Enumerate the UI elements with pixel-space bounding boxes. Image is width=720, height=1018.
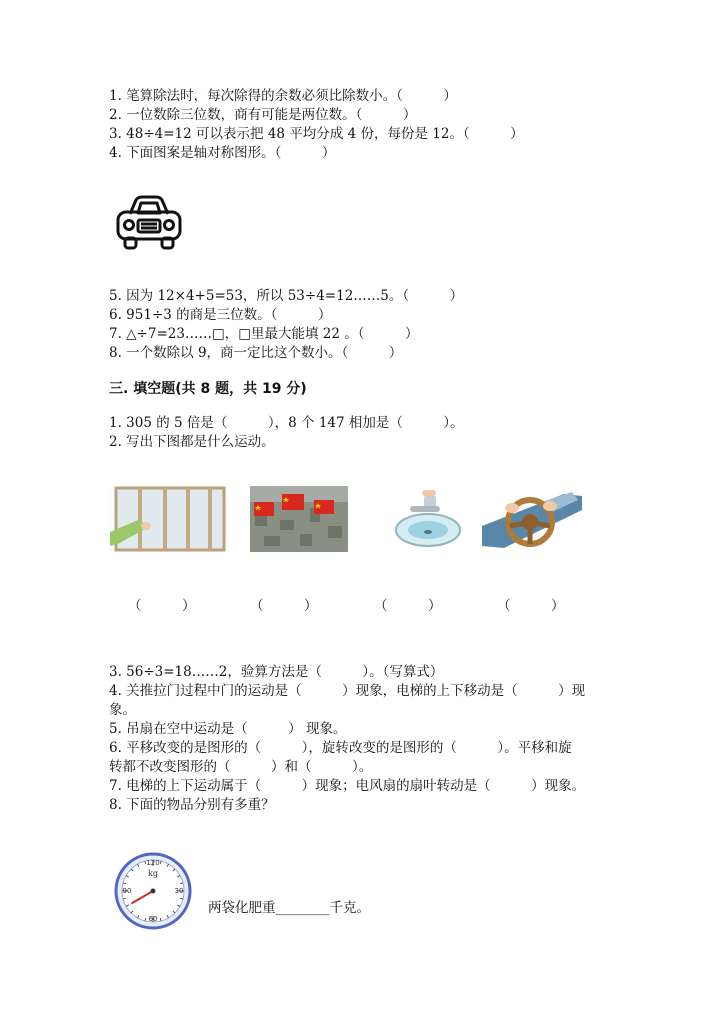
section-heading: 三. 填空题(共 8 题，共 19 分) — [109, 381, 307, 397]
question-1: 1. 笔算除法时，每次除得的余数必须比除数小。（ ） — [109, 88, 457, 104]
question-3: 3. 48÷4=12 可以表示把 48 平均分成 4 份，每份是 12。（ ） — [109, 126, 524, 142]
scale-label-30: 30 — [174, 887, 184, 895]
question-8: 8. 一个数除以 9，商一定比这个数小。（ ） — [109, 345, 403, 361]
question-5: 5. 因为 12×4+5=53，所以 53÷4=12……5。（ ） — [109, 288, 464, 304]
fill-question-3: 3. 56÷3=18……2，验算方法是（ ）。（写算式） — [109, 664, 444, 680]
car-icon — [114, 194, 184, 252]
question-7: 7. △÷7=23……□，□里最大能填 22 。（ ） — [109, 326, 419, 342]
fill-question-6: 6. 平移改变的是图形的（ ），旋转改变的是图形的（ ）。平移和旋 — [109, 740, 572, 756]
question-2: 2. 一位数除三位数，商有可能是两位数。（ ） — [109, 107, 417, 123]
question-4: 4. 下面图案是轴对称图形。（ ） — [109, 145, 336, 161]
fill-question-1: 1. 305 的 5 倍是（ ），8 个 147 相加是（ ）。 — [109, 415, 464, 431]
steering-wheel-image — [482, 486, 582, 552]
scale-unit: kg — [148, 869, 158, 878]
scale-label-90: 90 — [122, 887, 132, 895]
fill-question-4: 4. 关推拉门过程中门的运动是（ ）现象，电梯的上下移动是（ ）现 — [109, 683, 586, 699]
flag-raising-image — [250, 486, 348, 552]
answer-blank-3: （ ） — [374, 598, 442, 614]
answer-blank-2: （ ） — [250, 598, 318, 614]
scale-label-60: 60 — [148, 915, 158, 923]
fill-question-8: 8. 下面的物品分别有多重？ — [109, 797, 275, 813]
scale-caption: 两袋化肥重________千克。 — [208, 900, 370, 916]
answer-blank-4: （ ） — [497, 598, 565, 614]
faucet-sink-image — [384, 486, 472, 552]
scale-label-120: 120 — [146, 859, 160, 867]
fill-question-5: 5. 吊扇在空中运动是（ ） 现象。 — [109, 721, 347, 737]
scale-hub — [151, 889, 156, 894]
fill-question-7: 7. 电梯的上下运动属于（ ）现象；电风扇的扇叶转动是（ ）现象。 — [109, 778, 586, 794]
question-6: 6. 951÷3 的商是三位数。（ ） — [109, 307, 332, 323]
fill-question-4-continued: 象。 — [109, 702, 136, 718]
answer-blank-1: （ ） — [128, 598, 196, 614]
fill-question-2: 2. 写出下图都是什么运动。 — [109, 434, 275, 450]
scale-dial — [113, 851, 193, 931]
sliding-window-image — [110, 486, 228, 552]
fill-question-6-continued: 转都不改变图形的（ ）和（ ）。 — [109, 759, 373, 775]
